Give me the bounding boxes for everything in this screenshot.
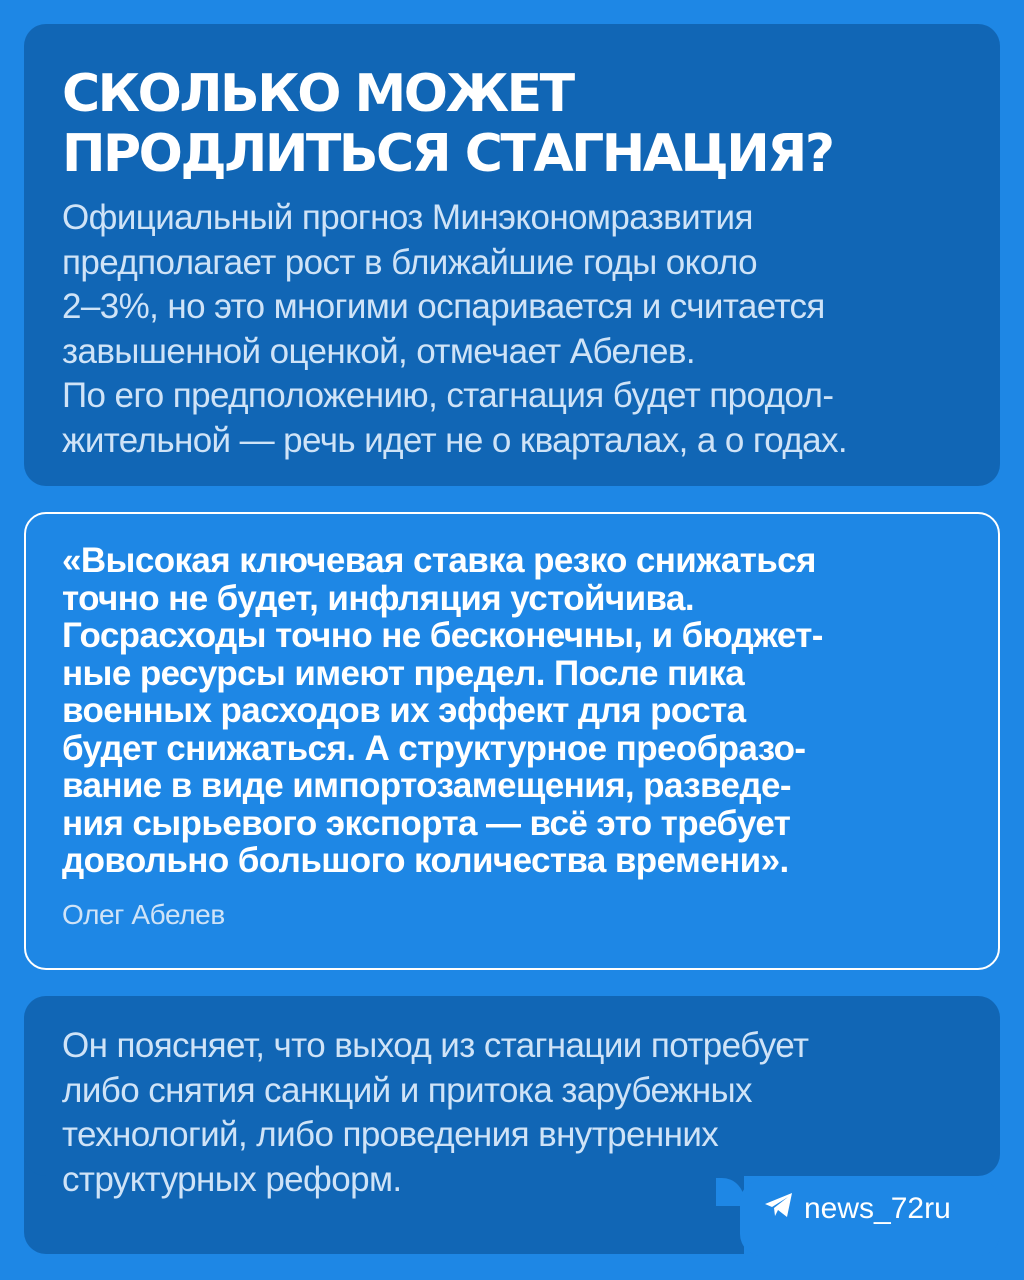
conclusion-card <box>24 996 1000 1199</box>
quote-line: ные ресурсы имеют предел. После пика <box>62 653 745 693</box>
quote-text <box>62 542 962 880</box>
intro-card <box>24 24 1000 486</box>
conclusion-line: Он поясняет, что выход из стагнации потребует <box>62 1026 809 1065</box>
channel-name: news_72ru <box>804 1192 951 1225</box>
intro-line: жительной — речь идет не о кварталах, а о годах. <box>62 420 848 460</box>
headline <box>62 64 962 184</box>
headline-line-2: ПРОДЛИТЬСЯ СТАГНАЦИЯ? <box>62 124 833 184</box>
intro-line: 2–3%, но это многими оспаривается и считается <box>62 287 825 326</box>
intro-line: Официальный прогноз Минэкономразвития <box>62 198 753 237</box>
quote-line: будет снижаться. А структурное преобразо- <box>62 728 806 768</box>
quote-card <box>24 512 1000 970</box>
conclusion-text <box>62 1024 962 1202</box>
intro-line: предполагает рост в ближайшие годы около <box>62 242 757 282</box>
intro-line: По его предположению, стагнация будет продол- <box>62 376 834 415</box>
intro-text <box>62 196 962 463</box>
quote-line: довольно большого количества времени». <box>62 841 789 880</box>
conclusion-line: структурных реформ. <box>62 1159 402 1199</box>
headline-line-1: СКОЛЬКО МОЖЕТ <box>62 64 573 124</box>
quote-line: точно не будет, инфляция устойчива. <box>62 578 694 618</box>
quote-line: Госрасходы точно не бесконечны, и бюджет- <box>62 616 823 655</box>
quote-line: ния сырьевого экспорта — всё это требует <box>62 803 791 843</box>
conclusion-line: либо снятия санкций и притока зарубежных <box>62 1070 752 1110</box>
quote-line: военных расходов их эффект для роста <box>62 691 746 730</box>
intro-line: завышенной оценкой, отмечает Абелев. <box>62 331 696 371</box>
quote-line: вание в виде импортозамещения, разведе- <box>62 766 791 805</box>
conclusion-line: технологий, либо проведения внутренних <box>62 1115 719 1154</box>
quote-line: «Высокая ключевая ставка резко снижаться <box>62 541 816 580</box>
quote-author: Олег Абелев <box>62 898 225 930</box>
